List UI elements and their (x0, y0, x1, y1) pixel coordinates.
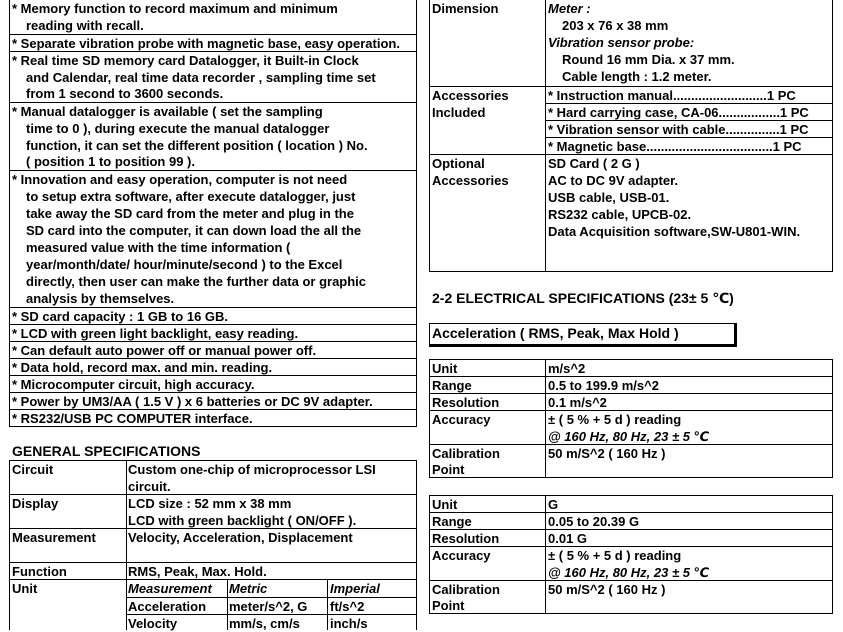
feature-memory-line1: * Memory function to record maximum and minimum (12, 1, 338, 16)
feature-datalogger-line3: from 1 second to 3600 seconds. (26, 86, 224, 101)
optional-item: SD Card ( 2 G ) (548, 156, 640, 171)
unit-value: m/s^2 (548, 361, 586, 376)
feature-power-off: * Can default auto power off or manual power off. (12, 343, 317, 358)
range-label: Range (432, 378, 472, 393)
function-label: Function (12, 564, 67, 579)
unit-head-imperial: Imperial (330, 581, 380, 596)
accessory-item: * Hard carrying case, CA-06.................1 PC (548, 105, 809, 120)
probe-value-line2: Cable length : 1.2 meter. (562, 69, 712, 84)
feature-datalogger-line1: * Real time SD memory card Datalogger, it Built-in Clock (12, 53, 359, 68)
feature-manual-line1: * Manual datalogger is available ( set the sampling (12, 104, 323, 119)
unit-label: Unit (12, 581, 38, 596)
optional-label-line1: Optional (432, 156, 485, 171)
circuit-value-line2: circuit. (128, 479, 171, 494)
unit-row-measurement: Velocity (128, 616, 178, 631)
unit-head-measurement: Measurement (128, 581, 212, 596)
accuracy-condition: @ 160 Hz, 80 Hz, 23 ± 5 ℃ (548, 565, 710, 580)
display-value-line1: LCD size : 52 mm x 38 mm (128, 496, 292, 511)
feature-innovation-line1: * Innovation and easy operation, computer is not need (12, 172, 348, 187)
range-label: Range (432, 514, 472, 529)
unit-row-imperial: ft/s^2 (330, 599, 365, 614)
unit-label: Unit (432, 361, 458, 376)
dimension-label: Dimension (432, 1, 499, 16)
feature-interface: * RS232/USB PC COMPUTER interface. (12, 411, 253, 426)
measurement-value: Velocity, Acceleration, Displacement (128, 530, 353, 545)
feature-innovation-line3: take away the SD card from the meter and plug in the (26, 206, 354, 221)
circuit-value-line1: Custom one-chip of microprocessor LSI (128, 462, 376, 477)
function-value: RMS, Peak, Max. Hold. (128, 564, 267, 579)
feature-sd-capacity: * SD card capacity : 1 GB to 16 GB. (12, 309, 229, 324)
calibration-value: 50 m/S^2 ( 160 Hz ) (548, 582, 666, 597)
feature-power: * Power by UM3/AA ( 1.5 V ) x 6 batteries or DC 9V adapter. (12, 394, 373, 409)
accuracy-value: ± ( 5 % + 5 d ) reading (548, 548, 682, 563)
optional-item: USB cable, USB-01. (548, 190, 670, 205)
resolution-value: 0.1 m/s^2 (548, 395, 607, 410)
range-value: 0.5 to 199.9 m/s^2 (548, 378, 659, 393)
accessory-item: * Magnetic base...................................1 PC (548, 139, 802, 154)
meter-label: Meter : (548, 1, 591, 16)
range-value: 0.05 to 20.39 G (548, 514, 640, 529)
feature-innovation-line6: year/month/date/ hour/minute/second ) to the Excel (26, 257, 343, 272)
meter-value: 203 x 76 x 38 mm (562, 18, 669, 33)
accessories-label-line1: Accessories (432, 88, 509, 103)
accuracy-value: ± ( 5 % + 5 d ) reading (548, 412, 682, 427)
probe-label: Vibration sensor probe: (548, 35, 695, 50)
accuracy-label: Accuracy (432, 548, 491, 563)
feature-manual-line3: function, it can set the different position ( location ) No. (26, 138, 368, 153)
feature-manual-line2: time to 0 ), during execute the manual datalogger (26, 121, 330, 136)
unit-label: Unit (432, 497, 458, 512)
unit-row-imperial: inch/s (330, 616, 368, 631)
display-label: Display (12, 496, 59, 511)
feature-data-hold: * Data hold, record max. and min. reading. (12, 360, 273, 375)
accuracy-condition: @ 160 Hz, 80 Hz, 23 ± 5 ℃ (548, 429, 710, 444)
accessories-label-line2: Included (432, 105, 486, 120)
optional-label-line2: Accessories (432, 173, 509, 188)
calibration-label-line2: Point (432, 598, 465, 613)
unit-row-metric: mm/s, cm/s (229, 616, 300, 631)
resolution-value: 0.01 G (548, 531, 588, 546)
feature-innovation-line8: analysis by themselves. (26, 291, 175, 306)
accessory-item: * Instruction manual..........................1 PC (548, 88, 796, 103)
calibration-label-line2: Point (432, 462, 465, 477)
electrical-heading: 2-2 ELECTRICAL SPECIFICATIONS (23± 5 ℃) (432, 290, 734, 306)
feature-microcomputer: * Microcomputer circuit, high accuracy. (12, 377, 255, 392)
display-value-line2: LCD with green backlight ( ON/OFF ). (128, 513, 357, 528)
circuit-label: Circuit (12, 462, 54, 477)
feature-datalogger-line2: and Calendar, real time data recorder , sampling time set (26, 70, 376, 85)
feature-innovation-line7: directly, then user can make the further data or graphic (26, 274, 367, 289)
calibration-value: 50 m/S^2 ( 160 Hz ) (548, 446, 666, 461)
acceleration-heading-box (429, 323, 737, 347)
feature-lcd: * LCD with green light backlight, easy reading. (12, 326, 299, 341)
optional-item: RS232 cable, UPCB-02. (548, 207, 692, 222)
calibration-label-line1: Calibration (432, 446, 500, 461)
unit-row-measurement: Acceleration (128, 599, 207, 614)
accessory-item: * Vibration sensor with cable...............1 PC (548, 122, 809, 137)
feature-innovation-line2: to setup extra software, after execute datalogger, just (26, 189, 356, 204)
unit-head-metric: Metric (229, 581, 268, 596)
measurement-label: Measurement (12, 530, 96, 545)
acceleration-heading: Acceleration ( RMS, Peak, Max Hold ) (432, 325, 679, 341)
optional-item: AC to DC 9V adapter. (548, 173, 679, 188)
unit-row-metric: meter/s^2, G (229, 599, 308, 614)
general-heading: GENERAL SPECIFICATIONS (12, 443, 201, 459)
feature-innovation-line4: SD card into the computer, it can down load the all the (26, 223, 362, 238)
feature-manual-line4: ( position 1 to position 99 ). (26, 154, 195, 169)
feature-innovation-line5: measured value with the time information ( (26, 240, 291, 255)
resolution-label: Resolution (432, 531, 500, 546)
calibration-label-line1: Calibration (432, 582, 500, 597)
probe-value-line1: Round 16 mm Dia. x 37 mm. (562, 52, 735, 67)
accuracy-label: Accuracy (432, 412, 491, 427)
feature-probe: * Separate vibration probe with magnetic base, easy operation. (12, 36, 400, 51)
feature-memory-line2: reading with recall. (26, 18, 144, 33)
optional-item: Data Acquisition software,SW-U801-WIN. (548, 224, 801, 239)
resolution-label: Resolution (432, 395, 500, 410)
unit-value: G (548, 497, 559, 512)
